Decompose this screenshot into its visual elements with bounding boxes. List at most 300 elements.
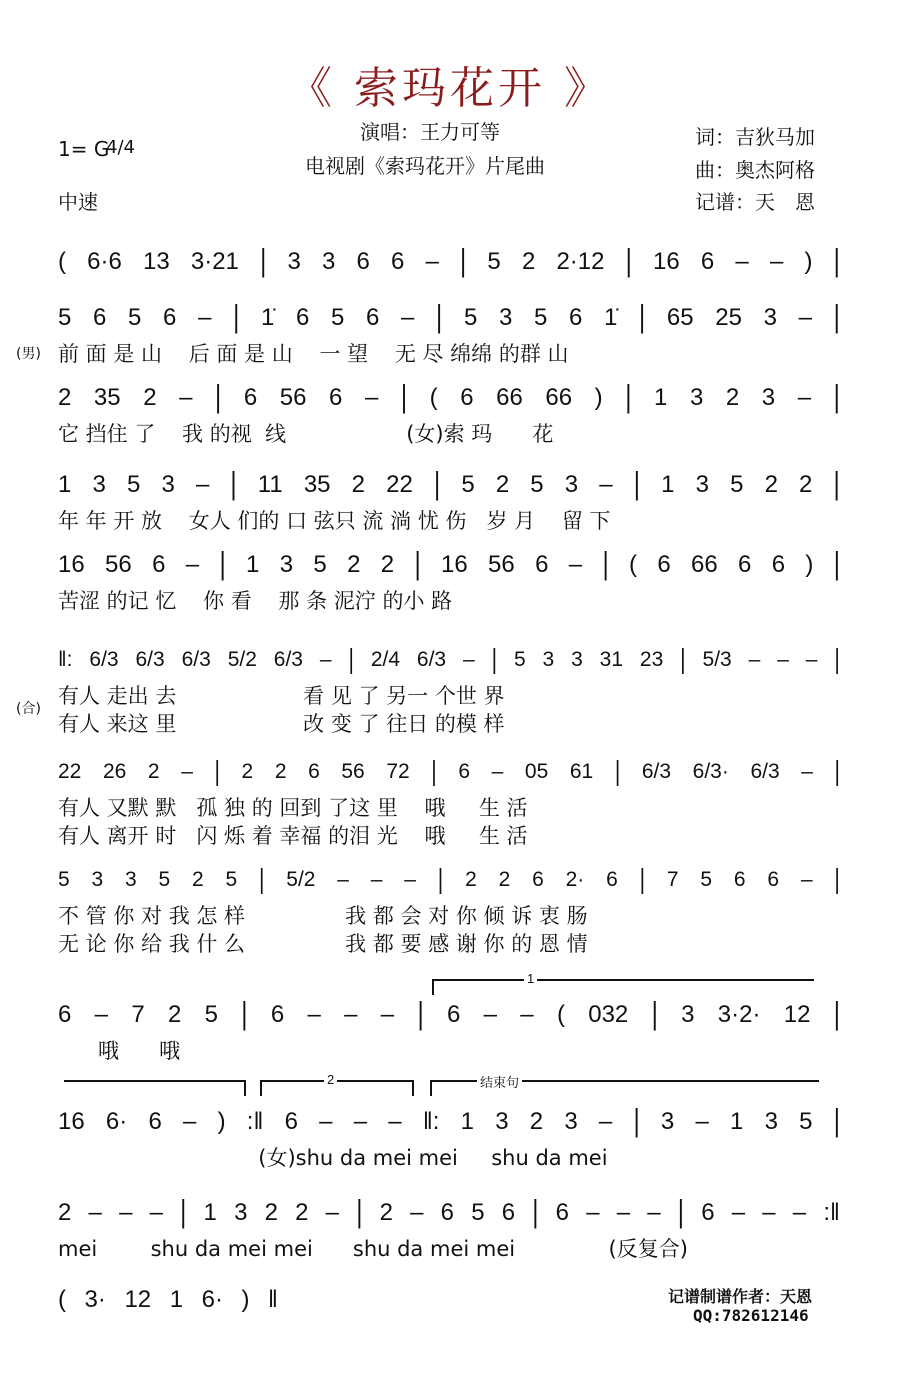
barline: | <box>230 466 237 502</box>
volta-number: 1 <box>524 971 537 986</box>
volta-number: 2 <box>324 1072 337 1087</box>
note: 6 <box>270 1001 285 1028</box>
note: 5 <box>461 471 475 498</box>
lyric-line: 有人 来这 里 改 变 了 往日 的模 样 <box>58 712 505 736</box>
note: 1 <box>246 551 260 578</box>
note: 31 <box>599 648 624 671</box>
note: 6 <box>501 1199 516 1226</box>
note: 5 <box>58 868 70 891</box>
note: – <box>797 384 812 411</box>
credit-author: 记谱制谱作者：天恩 <box>668 1287 813 1306</box>
barline: :‖ <box>823 1199 840 1226</box>
note: 5 <box>58 304 72 331</box>
note: – <box>307 1001 321 1028</box>
note: – <box>800 868 813 891</box>
note: 6 <box>284 1108 298 1135</box>
note: ) <box>217 1108 226 1135</box>
volta-bracket-continuation <box>64 1080 246 1096</box>
note: 2 <box>529 1108 544 1135</box>
notation-row <box>58 465 840 505</box>
note: 16 <box>653 248 680 275</box>
note: ) <box>804 248 813 275</box>
note: – <box>586 1199 600 1226</box>
note: 3 <box>689 384 704 411</box>
barline: | <box>614 756 621 787</box>
note: 2 <box>725 384 740 411</box>
note: 5 <box>313 551 327 578</box>
note: 6 <box>458 760 471 783</box>
note: 65 <box>666 304 694 331</box>
note: – <box>769 248 784 275</box>
barline: | <box>834 756 840 787</box>
note: 23 <box>639 648 664 671</box>
note: – <box>425 248 439 275</box>
chord-note: 6/3 <box>750 760 780 783</box>
note: – <box>183 1108 197 1135</box>
barline: | <box>833 379 840 415</box>
note: 12 <box>124 1286 152 1313</box>
barline: | <box>400 379 408 415</box>
barline: | <box>348 644 354 675</box>
note: – <box>599 471 613 498</box>
barline: | <box>680 644 686 675</box>
note: 2 <box>764 471 778 498</box>
barline: | <box>219 546 226 582</box>
note: 6 <box>771 551 786 578</box>
note: 22 <box>58 760 82 783</box>
barline: | <box>414 546 421 582</box>
note: – <box>491 760 504 783</box>
notation-row <box>58 545 840 585</box>
lyricist: 词：吉狄马加 <box>695 125 815 149</box>
note: 1 <box>730 1108 744 1135</box>
note: 1̇ <box>604 304 618 331</box>
song-source: 电视剧《索玛花开》片尾曲 <box>305 154 545 178</box>
note: 5 <box>730 471 744 498</box>
note: ) <box>241 1286 250 1313</box>
note: 1 <box>58 471 72 498</box>
note: 2 <box>347 551 361 578</box>
note: ) <box>594 384 603 411</box>
ending-bracket <box>430 1075 819 1096</box>
note: – <box>401 304 415 331</box>
note: 2 <box>495 471 510 498</box>
note: – <box>798 304 812 331</box>
chord-note: 6/3 <box>273 648 303 671</box>
note: 3 <box>764 1108 778 1135</box>
note: 66 <box>691 551 718 578</box>
note: 16 <box>58 1108 85 1135</box>
note: 25 <box>715 304 742 331</box>
note: 3 <box>571 648 583 671</box>
note: 3 <box>564 471 579 498</box>
note: 3 <box>498 304 513 331</box>
note: 2 <box>521 248 536 275</box>
barline: | <box>833 466 840 502</box>
lyric-line: 有人 离开 时 闪 烁 着 幸福 的泪 光 哦 生 活 <box>58 824 528 848</box>
tempo-marking: 中速 <box>58 190 98 214</box>
note: – <box>792 1199 807 1226</box>
barline: :‖ <box>246 1108 264 1135</box>
note: – <box>598 1108 613 1135</box>
notation-row <box>58 1193 840 1233</box>
barline: | <box>431 756 437 787</box>
note: 6 <box>58 1001 72 1028</box>
note: ( <box>429 384 438 411</box>
lyric-line: 有人 又默 默 孤 独 的 回到 了这 里 哦 生 活 <box>58 796 528 820</box>
transcriber: 记谱：天 恩 <box>695 190 815 214</box>
note: 6 <box>532 868 544 891</box>
note: 5 <box>204 1001 218 1028</box>
lyric-line: 苦涩 的记 忆 你 看 那 条 泥泞 的小 路 <box>58 589 453 613</box>
note: 66 <box>545 384 573 411</box>
note: 2 <box>241 760 254 783</box>
note: 2 <box>799 471 813 498</box>
credit-qq: QQ:782612146 <box>693 1306 809 1325</box>
lyric-line: 哦 哦 <box>58 1039 181 1063</box>
lyric-line: mei shu da mei mei shu da mei mei (反复合) <box>58 1237 688 1261</box>
note: 6 <box>568 304 583 331</box>
lyric-line: 不 管 你 对 我 怎 样 我 都 会 对 你 倾 诉 衷 肠 <box>58 904 588 928</box>
chord-note: 6/3 <box>416 648 447 671</box>
note: 6· <box>201 1286 223 1313</box>
note: 3 <box>92 471 106 498</box>
note: 56 <box>341 760 365 783</box>
barline: | <box>215 379 222 415</box>
note: 2 <box>379 1199 393 1226</box>
note: 26 <box>102 760 127 783</box>
note: 6 <box>535 551 549 578</box>
note: 3·21 <box>190 248 239 275</box>
note: – <box>364 384 379 411</box>
note: 6 <box>356 248 370 275</box>
note: 16 <box>58 551 85 578</box>
note: – <box>520 1001 534 1028</box>
notation-row <box>58 298 840 338</box>
note: ( <box>629 551 637 578</box>
note: 56 <box>279 384 307 411</box>
lyric-line: 它 挡住 了 我 的视 线 (女)索 玛 花 <box>58 422 554 446</box>
note: 6 <box>733 868 746 891</box>
note: 2· <box>565 868 585 891</box>
note: – <box>344 1001 358 1028</box>
notation-row <box>58 860 840 900</box>
note: 5 <box>513 648 526 671</box>
lyric-line: 前 面 是 山 后 面 是 山 一 望 无 尽 绵绵 的群 山 <box>58 342 569 366</box>
barline: | <box>834 864 840 895</box>
notation-row <box>58 242 840 282</box>
composer: 曲：奥杰阿格 <box>695 158 815 182</box>
note: – <box>801 760 813 783</box>
barline: | <box>651 996 658 1032</box>
note: 1 <box>661 471 675 498</box>
note: 5 <box>799 1108 813 1135</box>
note: 6 <box>329 384 343 411</box>
note: 2 <box>58 384 72 411</box>
barline: | <box>633 1103 640 1139</box>
note: 6 <box>163 304 177 331</box>
song-title: 《 索玛花开 》 <box>288 63 612 114</box>
note: 6 <box>93 304 107 331</box>
note: 61 <box>569 760 594 783</box>
barline: | <box>677 1194 685 1230</box>
note: 2 <box>147 760 160 783</box>
note: – <box>337 868 349 891</box>
barline: | <box>833 996 840 1032</box>
note: 6 <box>657 551 671 578</box>
note: 6 <box>460 384 474 411</box>
note: – <box>647 1199 661 1226</box>
note: – <box>410 1199 424 1226</box>
note: – <box>777 648 789 671</box>
note: 3 <box>125 868 137 891</box>
note: 6·6 <box>87 248 122 275</box>
volta-bracket <box>432 971 814 995</box>
lyric-line: (女)shu da mei mei shu da mei <box>58 1146 608 1170</box>
note: 3 <box>495 1108 509 1135</box>
note: – <box>748 648 761 671</box>
barline: | <box>491 644 498 675</box>
note: 3 <box>763 304 777 331</box>
note: – <box>119 1199 133 1226</box>
note: 6 <box>391 248 405 275</box>
barline: | <box>436 299 443 335</box>
note: – <box>181 760 193 783</box>
note: 5 <box>487 248 501 275</box>
note: 3·2· <box>717 1001 761 1028</box>
note: – <box>380 1001 395 1028</box>
chord-note: 5/2 <box>286 868 316 891</box>
barline: | <box>532 1194 539 1230</box>
barline: | <box>639 864 646 895</box>
volta-bracket <box>260 1072 414 1096</box>
note: – <box>353 1108 368 1135</box>
note: – <box>195 471 210 498</box>
chord-note: 6/3 <box>89 648 119 671</box>
note: – <box>616 1199 631 1226</box>
note: 2 <box>295 1199 309 1226</box>
note: 22 <box>386 471 413 498</box>
note: 6 <box>700 248 715 275</box>
note: 13 <box>143 248 170 275</box>
note: 3 <box>761 384 776 411</box>
lyric-line: 年 年 开 放 女人 们的 口 弦只 流 淌 忧 伤 岁 月 留 下 <box>58 509 611 533</box>
note: 3 <box>287 248 301 275</box>
note: ( <box>556 1001 565 1028</box>
note: 6 <box>308 760 320 783</box>
barline: | <box>260 243 267 279</box>
barline: | <box>259 864 265 895</box>
note: 2 <box>192 868 204 891</box>
note: 2 <box>264 1199 278 1226</box>
barline: | <box>625 379 632 415</box>
note: 6· <box>105 1108 128 1135</box>
note: 11 <box>257 471 283 498</box>
note: 16 <box>441 551 468 578</box>
note: 3 <box>542 648 555 671</box>
note: 1 <box>654 384 668 411</box>
lyric-line: 无 论 你 给 我 什 么 我 都 要 感 谢 你 的 恩 情 <box>58 932 588 956</box>
voice-label: (合) <box>16 701 41 717</box>
note: 3 <box>564 1108 578 1135</box>
note: ( <box>58 248 66 275</box>
barline: | <box>625 243 632 279</box>
note: 7 <box>666 868 679 891</box>
barline: | <box>433 466 441 502</box>
barline: | <box>834 644 840 675</box>
barline: | <box>460 243 467 279</box>
note: 3 <box>161 471 175 498</box>
note: 2 <box>143 384 157 411</box>
note: 05 <box>524 760 549 783</box>
barline: | <box>633 466 640 502</box>
barline: | <box>241 996 248 1032</box>
note: 2 <box>465 868 477 891</box>
note: 5 <box>128 304 142 331</box>
note: – <box>695 1108 709 1135</box>
note: – <box>805 648 818 671</box>
chord-note: 5/3 <box>702 648 732 671</box>
note: 56 <box>105 551 132 578</box>
note: 5 <box>463 304 478 331</box>
barline: | <box>639 299 646 335</box>
note: 3· <box>84 1286 106 1313</box>
note: 032 <box>588 1001 629 1028</box>
note: 1 <box>460 1108 474 1135</box>
note: 2 <box>58 1199 72 1226</box>
note: 2 <box>351 471 366 498</box>
note: 3 <box>681 1001 695 1028</box>
barline: | <box>833 243 840 279</box>
note: – <box>762 1199 776 1226</box>
barline: | <box>437 864 444 895</box>
note: 12 <box>783 1001 811 1028</box>
barline: | <box>417 996 424 1032</box>
chord-note: 6/3 <box>135 648 165 671</box>
barline: | <box>180 1194 187 1230</box>
note: – <box>185 551 200 578</box>
barline: ‖ <box>268 1286 278 1313</box>
note: 3 <box>321 248 336 275</box>
note: 6 <box>701 1199 715 1226</box>
note: 3 <box>660 1108 675 1135</box>
note: 5 <box>530 471 544 498</box>
barline: | <box>356 1194 363 1230</box>
barline: | <box>214 756 220 787</box>
note: 2 <box>380 551 395 578</box>
note: – <box>88 1199 102 1226</box>
note: 6 <box>767 868 780 891</box>
note: 6 <box>152 551 166 578</box>
note: 6 <box>606 868 618 891</box>
barline: | <box>833 1103 840 1139</box>
note: 1 <box>203 1199 217 1226</box>
ending-label: 结束句 <box>477 1072 522 1091</box>
note: 72 <box>386 760 410 783</box>
note: 2 <box>274 760 287 783</box>
note: 7 <box>131 1001 145 1028</box>
note: – <box>198 304 212 331</box>
barline: | <box>833 299 840 335</box>
barline: | <box>833 546 840 582</box>
time-signature: 4/4 <box>106 137 135 158</box>
notation-row <box>58 752 840 792</box>
note: – <box>179 384 193 411</box>
note: 1̇ <box>260 304 275 331</box>
note: 6 <box>440 1199 455 1226</box>
note: – <box>388 1108 402 1135</box>
note: 35 <box>93 384 121 411</box>
note: 3 <box>695 471 709 498</box>
note: ) <box>805 551 814 578</box>
note: 66 <box>496 384 523 411</box>
notation-row <box>58 995 840 1035</box>
note: 5 <box>471 1199 485 1226</box>
note: 6 <box>148 1108 162 1135</box>
note: – <box>325 1199 340 1226</box>
note: 56 <box>488 551 515 578</box>
note: 2 <box>498 868 511 891</box>
barline: | <box>602 546 609 582</box>
note: 3 <box>234 1199 248 1226</box>
chord-note: 6/3· <box>692 760 729 783</box>
note: 3 <box>279 551 294 578</box>
note: – <box>731 1199 746 1226</box>
note: 5 <box>533 304 548 331</box>
voice-label: (男) <box>16 346 41 362</box>
note: 6 <box>738 551 752 578</box>
note: ( <box>58 1286 66 1313</box>
note: 5 <box>158 868 171 891</box>
notation-row <box>58 1280 278 1320</box>
note: – <box>94 1001 109 1028</box>
note: – <box>483 1001 497 1028</box>
note: 6 <box>446 1001 461 1028</box>
chord-note: 6/3 <box>641 760 672 783</box>
note: 3 <box>91 868 104 891</box>
note: 5 <box>331 304 345 331</box>
note: – <box>568 551 583 578</box>
note: 5 <box>225 868 238 891</box>
notation-row <box>58 1102 840 1142</box>
note: – <box>319 648 332 671</box>
note: – <box>149 1199 163 1226</box>
chord-note: 6/3 <box>181 648 211 671</box>
key-signature: 1= G <box>58 137 110 161</box>
note: 6 <box>295 304 310 331</box>
barline: | <box>233 299 240 335</box>
note: – <box>370 868 383 891</box>
note: 5 <box>700 868 713 891</box>
note: 1 <box>169 1286 184 1313</box>
note: – <box>463 648 475 671</box>
notation-row <box>58 378 840 418</box>
note: 2·12 <box>556 248 605 275</box>
note: 2 <box>167 1001 182 1028</box>
barline: ‖: <box>422 1108 440 1135</box>
barline: ‖: <box>58 648 73 671</box>
chord-note: 2/4 <box>370 648 401 671</box>
note: 5 <box>126 471 141 498</box>
note: 6 <box>555 1199 570 1226</box>
note: 35 <box>303 471 331 498</box>
lyric-line: 有人 走出 去 看 见 了 另一 个世 界 <box>58 684 505 708</box>
note: – <box>319 1108 333 1135</box>
notation-row <box>58 640 840 680</box>
note: 6 <box>243 384 258 411</box>
chord-note: 5/2 <box>227 648 257 671</box>
note: – <box>404 868 416 891</box>
